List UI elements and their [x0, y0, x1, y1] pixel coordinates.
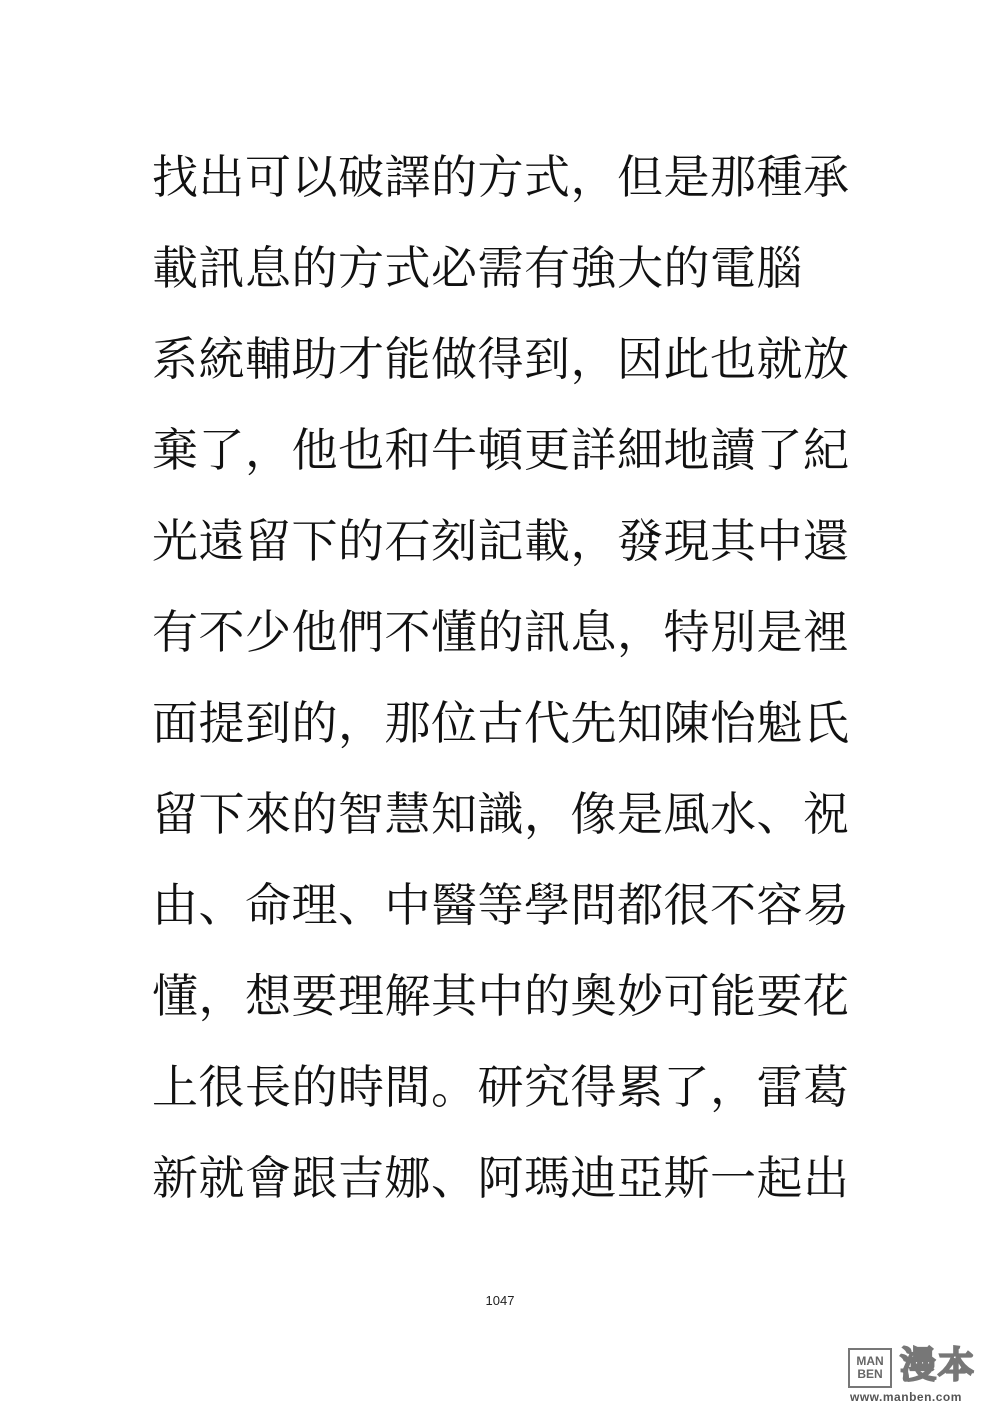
text-line: 留下來的智慧知識，像是風水、祝 — [152, 787, 850, 841]
watermark-logo — [848, 1342, 988, 1406]
watermark-badge — [848, 1348, 892, 1388]
text-line: 光遠留下的石刻記載，發現其中還 — [152, 514, 850, 568]
text-line: 上很長的時間。研究得累了，雷葛 — [152, 1060, 850, 1114]
watermark-badge-top: MAN — [856, 1354, 884, 1368]
text-line: 找出可以破譯的方式，但是那種承 — [152, 150, 850, 204]
text-line: 載訊息的方式必需有強大的電腦 — [152, 241, 803, 295]
body-text — [152, 132, 852, 1224]
text-line: 棄了，他也和牛頓更詳細地讀了紀 — [152, 423, 850, 477]
text-line: 系統輔助才能做得到，因此也就放 — [152, 332, 850, 386]
watermark-title: 漫本 — [900, 1345, 977, 1386]
page-number: 1047 — [485, 1293, 515, 1308]
text-line: 新就會跟吉娜、阿瑪迪亞斯一起出 — [152, 1151, 850, 1205]
text-line: 由、命理、中醫等學問都很不容易 — [152, 878, 850, 932]
watermark-badge-bottom: BEN — [857, 1367, 883, 1381]
text-line: 面提到的，那位古代先知陳怡魁氏 — [152, 696, 850, 750]
text-line: 有不少他們不懂的訊息，特別是裡 — [152, 605, 850, 659]
watermark-url: www.manben.com — [850, 1390, 962, 1404]
text-line: 懂，想要理解其中的奧妙可能要花 — [152, 969, 850, 1023]
